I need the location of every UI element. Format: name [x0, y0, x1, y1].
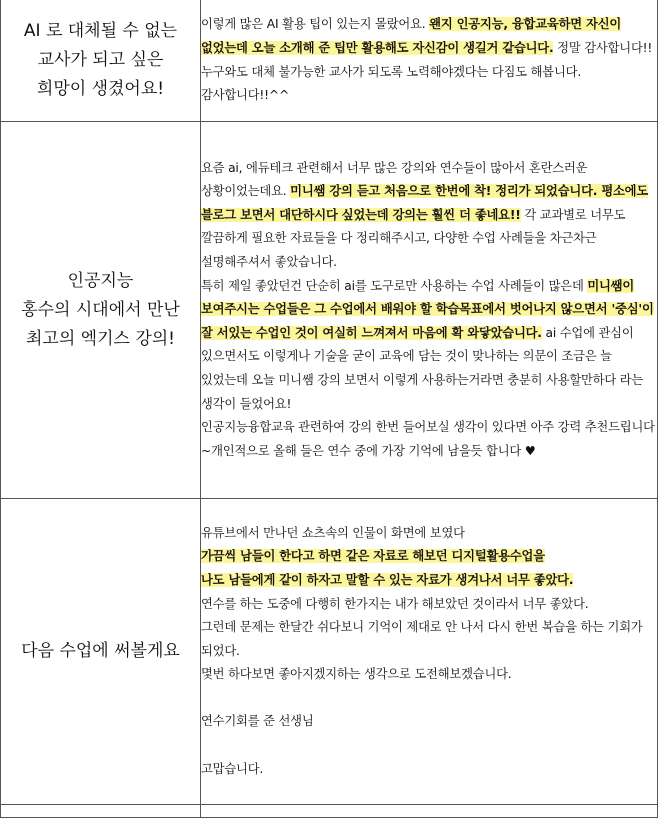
review-body-empty	[201, 805, 658, 818]
body-text: 몇번 하다보면 좋아지겠지하는 생각으로 도전해보겠습니다.	[201, 667, 512, 682]
review-body	[201, 0, 658, 122]
review-row	[1, 122, 658, 499]
body-text: 이렇게 많은 AI 활용 팁이 있는지 몰랐어요.	[201, 17, 430, 32]
review-title	[1, 499, 201, 805]
review-body	[201, 499, 658, 805]
highlighted-text: 나도 남들에게 같이 하자고 말할 수 있는 자료가 생겨나서 너무 좋았다.	[201, 572, 574, 587]
review-title-line: 교사가 되고 싶은	[37, 50, 164, 70]
highlighted-text: 미니쌤 강의 듣고 처음으로 한번에 착! 정리가 되었습니다. 평소에도 블로그 보면서 대단하시다 싶었는데 강의는 훨씬 더 좋네요!!	[201, 184, 649, 222]
review-title	[1, 0, 201, 122]
review-title-line: 홍수의 시대에서 만난	[21, 299, 180, 320]
highlighted-text: 미니쌤이 보여주시는 수업들은 그 수업에서 배워야 할 학습목표에서 벗어나지 않으면서 '중심'이 잘 서있는 수업인 것이 여실히 느껴져서 마음에 확 와닿았습니다.	[201, 278, 654, 340]
body-text: 요즘 ai, 에듀테크 관련해서 너무 많은 강의와 연수들이 많아서 혼란스러운 상황이었는데요.	[201, 160, 588, 199]
body-text: 유튜브에서 만나던 쇼츠속의 인물이 화면에 보였다	[201, 525, 465, 540]
review-body	[201, 122, 658, 499]
body-text: ai 수업에 관심이 있으면서도 이렇게나 기술을 굳이 교육에 담는 것이 맞나하는 의문이 조금은 늘 있었는데 오늘 미니쌤 강의 보면서 이렇게 사용하는거라면 충분히 사용할만하다 라는 생각이 들었어요!	[201, 325, 644, 411]
blank-line	[201, 687, 657, 711]
highlighted-text: 가끔씩 남들이 한다고 하면 같은 자료로 해보던 디지털활용수업을	[201, 549, 545, 564]
body-text: 각 교과별로 너무도 깔끔하게 필요한 자료들을 다 정리해주시고, 다양한 수업 사례들을 차근차근 설명해주셔서 좋았습니다.	[201, 207, 626, 270]
body-text: 연수를 하는 도중에 다행히 한가지는 내가 해보았던 것이라서 너무 좋았다.	[201, 596, 589, 611]
review-title-line: AI 로 대체될 수 없는	[23, 21, 178, 41]
review-row-next	[1, 805, 658, 818]
body-text: 인공지능융합교육 관련하여 강의 한번 들어보실 생각이 있다면 아주 강력 추천드립니다~개인적으로 올해 들은 연수 중에 가장 기억에 남을듯 합니다 ♥	[201, 420, 655, 458]
body-text: 특히 제일 좋았던건 단순히 ai를 도구로만 사용하는 수업 사례들이 많은데	[201, 278, 588, 293]
review-row	[1, 499, 658, 805]
review-row	[1, 0, 658, 122]
body-text: 정말 감사합니다!! 누구와도 대체 불가능한 교사가 되도록 노력해야겠다는 다짐도 해봅니다. 감사합니다!!^^	[201, 40, 653, 103]
body-text: 연수기회를 준 선생님	[201, 714, 314, 729]
review-title-line: 인공지능	[67, 270, 134, 291]
review-title-empty	[1, 805, 201, 818]
highlighted-text: 왠지 인공지능, 융합교육하면 자신이 없었는데 오늘 소개해 준 팁만 활용해도 자신감이 생길거 같습니다.	[201, 17, 622, 55]
body-text: 그런데 문제는 한달간 쉬다보니 기억이 제대로 안 나서 다시 한번 복습을 하는 기회가 되었다.	[201, 620, 643, 658]
blank-line	[201, 734, 657, 758]
review-title-line: 희망이 생겼어요!	[36, 79, 165, 99]
review-title-line: 최고의 엑기스 강의!	[26, 328, 175, 349]
review-title-line: 다음 수업에 써볼게요	[21, 641, 180, 661]
review-title	[1, 122, 201, 499]
body-text: 고맙습니다.	[201, 761, 264, 776]
